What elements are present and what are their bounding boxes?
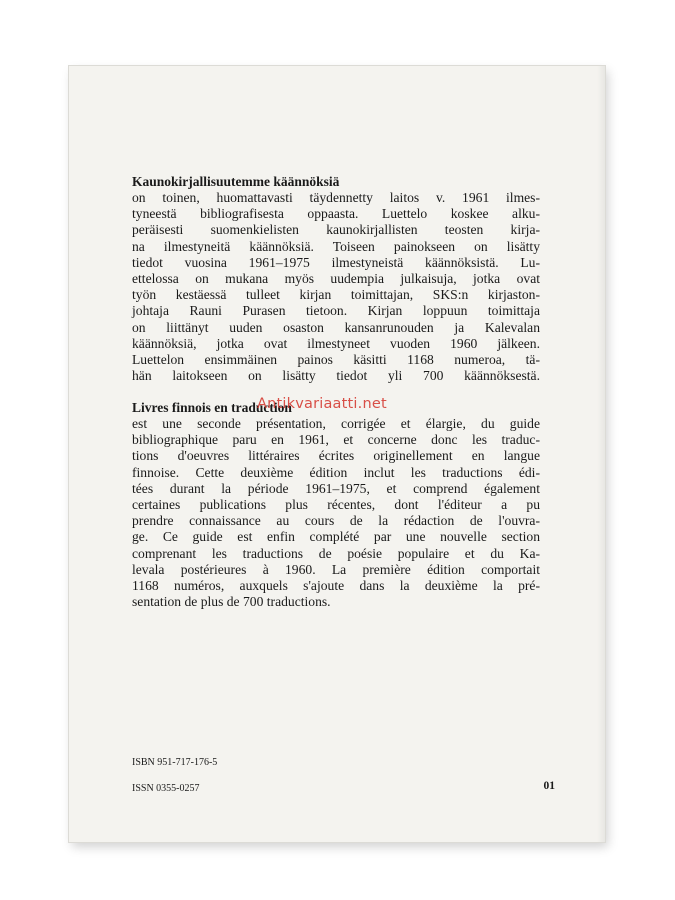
french-line: tées durant la période 1961–1975, et comprend également [132,480,540,496]
french-line: est une seconde présentation, corrigée et élargie, du guide [132,416,540,431]
finnish-line: on liittänyt uuden osaston kansanrunouden ja Kalevalan [132,319,540,335]
finnish-heading: Kaunokirjallisuutemme käännöksiä [132,174,340,189]
french-line: comprenant les traductions de poésie populaire et du Ka- [132,545,540,561]
issn-number: ISSN 0355-0257 [132,783,200,794]
french-line: levala postérieures à 1960. La première édition comportait [132,561,540,577]
french-line: certaines publications plus récentes, dont l'éditeur a pu [132,496,540,512]
finnish-line: tyneestä bibliografisesta oppaasta. Luettelo koskee alku- [132,206,540,222]
french-line: bibliographique paru en 1961, et concerne donc les traduc- [132,432,540,448]
finnish-line: hän laitokseen on lisätty tiedot yli 700 käännöksestä. [132,368,540,384]
finnish-line: on toinen, huomattavasti täydennetty laitos v. 1961 ilmes- [132,190,540,205]
finnish-line: tiedot vuosina 1961–1975 ilmestyneistä käännöksistä. Lu- [132,254,540,270]
finnish-line: ettelossa on mukana myös uudempia julkaisuja, jotka ovat [132,270,540,286]
finnish-line: na ilmestyneitä käännöksiä. Toiseen painokseen on lisätty [132,238,540,254]
french-line: tions d'oeuvres littéraires écrites originellement en langue [132,448,540,464]
finnish-description [132,174,540,384]
book-back-cover [69,66,605,842]
watermark: Antikvariaatti.net [257,396,387,412]
finnish-line: johtaja Rauni Purasen tietoon. Kirjan loppuun toimittaja [132,303,540,319]
finnish-line: peräisesti suomenkielisten kaunokirjallisten teosten kirja- [132,222,540,238]
french-line: sentation de plus de 700 traductions. [132,594,331,610]
french-heading: Livres finnois en traduction [132,400,292,415]
french-line: ge. Ce guide est enfin complété par une nouvelle section [132,529,540,545]
series-code: 01 [543,780,555,792]
french-line: finnoise. Cette deuxième édition inclut les traductions édi- [132,464,540,480]
finnish-line: käännöksiä, jotka ovat ilmestyneet vuoden 1960 jälkeen. [132,335,540,351]
finnish-line: työn kestäessä tulleet kirjan toimittajan, SKS:n kirjaston- [132,287,540,303]
finnish-line: Luettelon ensimmäinen painos käsitti 1168 numeroa, tä- [132,351,540,367]
isbn-number: ISBN 951-717-176-5 [132,757,218,768]
french-line: 1168 numéros, auxquels s'ajoute dans la deuxième la pré- [132,577,540,593]
french-line: prendre connaissance au cours de la rédaction de l'ouvra- [132,513,540,529]
french-description [132,400,540,610]
